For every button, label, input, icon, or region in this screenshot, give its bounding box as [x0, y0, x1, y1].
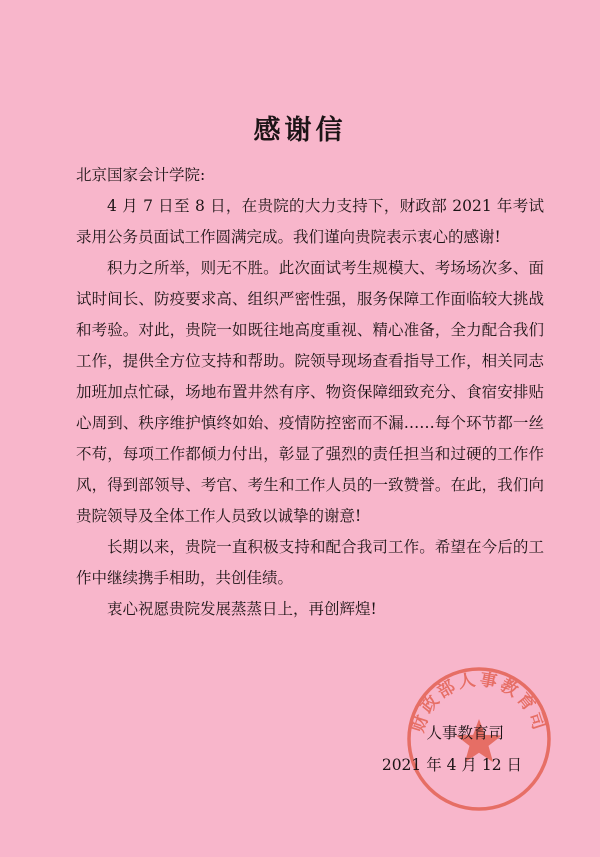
seal-text-path: 财政部人事教育司	[408, 669, 550, 736]
letter-paragraph: 积力之所举，则无不胜。此次面试考生规模大、考场场次多、面试时间长、防疫要求高、组织严密性强，服务保障工作面临较大挑战和考验。对此，贵院一如既往地高度重视、精心准备，全力配合我们工作，提供全方位支持和帮助。院领导现场查看指导工作，相关同志加班加点忙碌，场地布置井然有序、物资保障细致充分、食宿安排贴心周到、秩序维护慎终如始、疫情防控密而不漏……每个环节都一丝不苟，每项工作都倾力付出，彰显了强烈的责任担当和过硬的工作作风，得到部领导、考官、考生和工作人员的一致赞誉。在此，我们向贵院领导及全体工作人员致以诚挚的谢意!	[76, 259, 544, 525]
signature-date: 2021 年 4 月 12 日	[381, 756, 522, 774]
letter-body	[76, 160, 544, 625]
letter-salutation: 北京国家会计学院:	[76, 166, 206, 184]
letter-paragraph: 4 月 7 日至 8 日，在贵院的大力支持下，财政部 2021 年考试录用公务员面试工作圆满完成。我们谨向贵院表示衷心的感谢!	[76, 197, 544, 246]
letter-paragraph: 衷心祝愿贵院发展蒸蒸日上，再创辉煌!	[107, 600, 377, 618]
letter-paragraph: 长期以来，贵院一直积极支持和配合我司工作。希望在今后的工作中继续携手相助，共创佳绩。	[76, 538, 544, 587]
signature-org: 人事教育司	[426, 724, 504, 742]
letter-title: 感谢信	[253, 115, 347, 146]
